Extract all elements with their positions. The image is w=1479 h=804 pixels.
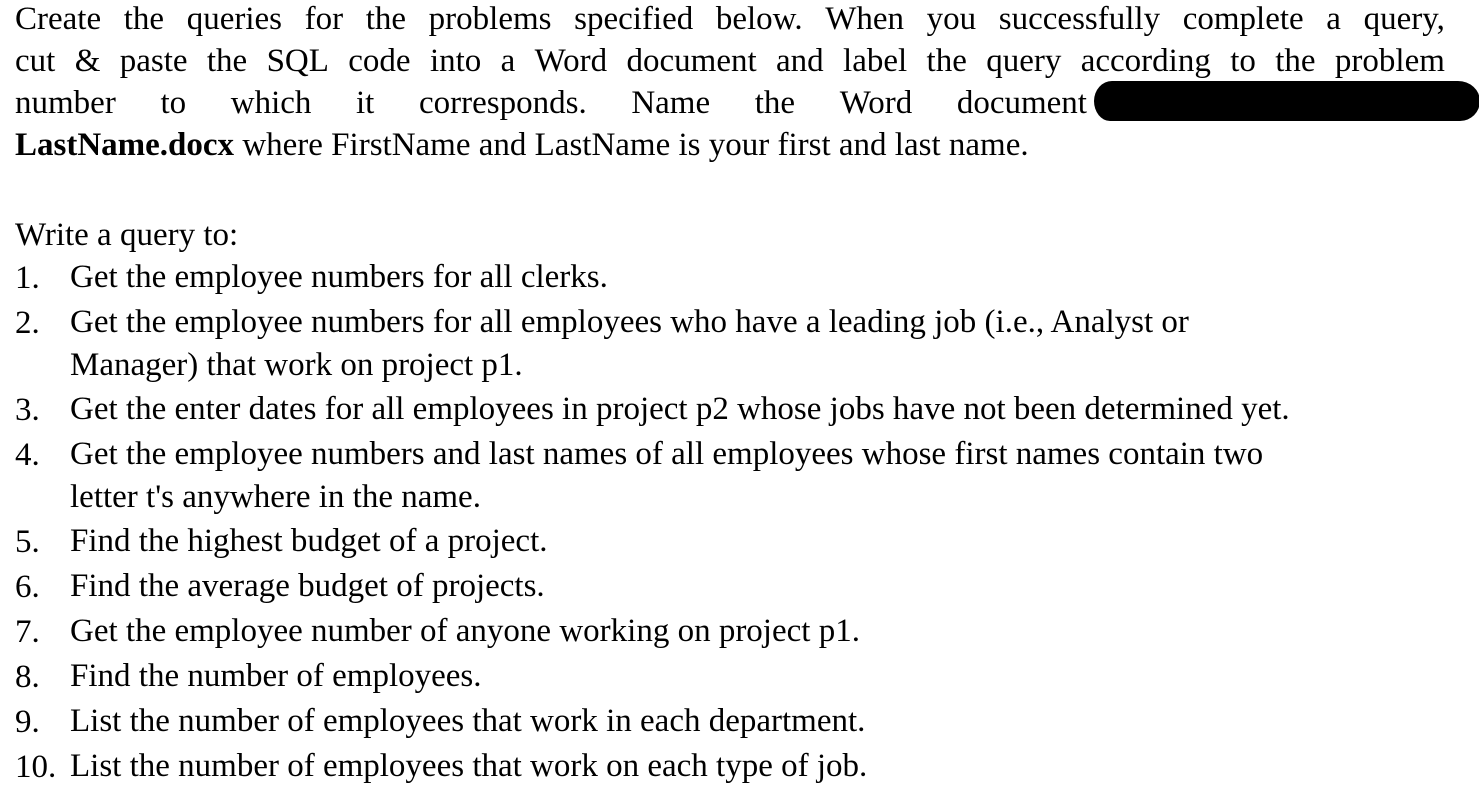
list-item-text: [70, 388, 1465, 432]
list-item-number: 8.: [15, 659, 40, 695]
list-item-text: [70, 700, 1465, 744]
problem-list: [15, 256, 1465, 789]
word: document: [956, 85, 1087, 121]
instructions-line-4: [15, 124, 1465, 166]
word: Name: [631, 85, 711, 121]
list-item: [15, 745, 1465, 789]
word: code: [348, 43, 411, 79]
word: you: [926, 1, 977, 37]
word: query: [986, 43, 1062, 79]
list-item: [15, 388, 1465, 432]
list-item-number: 5.: [15, 524, 40, 560]
instructions-line-3: [15, 82, 1087, 124]
instructions-paragraph: [15, 0, 1465, 166]
instructions-line-2: [15, 40, 1445, 82]
word: number: [15, 85, 116, 121]
word: which: [230, 85, 312, 121]
list-item: [15, 256, 1465, 300]
list-item-line: Get the employee number of anyone working on project p1.: [70, 613, 860, 649]
word: When: [825, 1, 905, 37]
filename-explanation: where FirstName and LastName is your first and last name.: [234, 127, 1029, 163]
word: label: [843, 43, 908, 79]
list-item: [15, 565, 1465, 609]
word: the: [754, 85, 796, 121]
word: paste: [119, 43, 188, 79]
list-item-line: List the number of employees that work in each department.: [70, 703, 866, 739]
list-item-text: [70, 433, 1465, 519]
list-item-number: 10.: [15, 749, 57, 785]
list-item-text: [70, 565, 1465, 609]
list-item: [15, 433, 1465, 519]
redaction-block: [1094, 81, 1479, 121]
list-item-line: Get the employee numbers for all clerks.: [70, 259, 608, 295]
word: problems: [428, 1, 552, 37]
word: it: [356, 85, 375, 121]
list-lead-in: Write a query to:: [15, 217, 239, 253]
list-item-number: 6.: [15, 569, 40, 605]
list-item-line: letter t's anywhere in the name.: [70, 479, 481, 515]
word: for: [304, 1, 344, 37]
word: below.: [715, 1, 803, 37]
list-item: [15, 655, 1465, 699]
word: and: [776, 43, 824, 79]
list-item-number: 3.: [15, 392, 40, 428]
list-item-number: 1.: [15, 260, 40, 296]
word: queries: [186, 1, 282, 37]
word: a: [1326, 1, 1341, 37]
word: successfully: [998, 1, 1161, 37]
word: to: [1230, 43, 1256, 79]
word: cut: [15, 43, 56, 79]
list-item-line: Find the highest budget of a project.: [70, 523, 548, 559]
word: complete: [1182, 1, 1304, 37]
word: SQL: [266, 43, 329, 79]
list-item-line: Get the employee numbers and last names of all employees whose first names contain two: [70, 436, 1264, 472]
word: into: [429, 43, 482, 79]
list-item-text: [70, 610, 1465, 654]
list-item-line: Get the enter dates for all employees in project p2 whose jobs have not been determined yet.: [70, 391, 1290, 427]
list-item-number: 2.: [15, 305, 40, 341]
word: query,: [1363, 1, 1445, 37]
list-item-text: [70, 745, 1465, 789]
word: specified: [574, 1, 694, 37]
word: &: [74, 43, 101, 79]
list-item: [15, 520, 1465, 564]
word: a: [500, 43, 516, 79]
document-page: [15, 0, 1465, 790]
list-item-line: Get the employee numbers for all employees who have a leading job (i.e., Analyst or: [70, 304, 1189, 340]
list-item-text: [70, 655, 1465, 699]
word: the: [206, 43, 248, 79]
word: Create: [15, 1, 102, 37]
list-item-number: 7.: [15, 614, 40, 650]
word: the: [1275, 43, 1316, 79]
list-item-line: Manager) that work on project p1.: [70, 347, 523, 383]
list-item-line: Find the average budget of projects.: [70, 568, 545, 604]
list-item-line: Find the number of employees.: [70, 658, 482, 694]
list-item-number: 4.: [15, 437, 40, 473]
word: problem: [1334, 43, 1445, 79]
list-item: [15, 700, 1465, 744]
list-item-text: [70, 256, 1465, 300]
word: the: [365, 1, 407, 37]
list-item-text: [70, 520, 1465, 564]
filename-text: LastName.docx: [15, 127, 235, 163]
word: document: [626, 43, 757, 79]
word: Word: [839, 85, 913, 121]
list-item: [15, 301, 1465, 387]
word: the: [123, 1, 165, 37]
word: corresponds.: [418, 85, 587, 121]
word: according: [1080, 43, 1211, 79]
word: Word: [534, 43, 608, 79]
word: the: [926, 43, 967, 79]
list-item-line: List the number of employees that work on each type of job.: [70, 748, 868, 784]
word: to: [160, 85, 187, 121]
list-item-number: 9.: [15, 704, 40, 740]
list-item: [15, 610, 1465, 654]
list-item-text: [70, 301, 1465, 387]
instructions-line-1: [15, 0, 1445, 40]
